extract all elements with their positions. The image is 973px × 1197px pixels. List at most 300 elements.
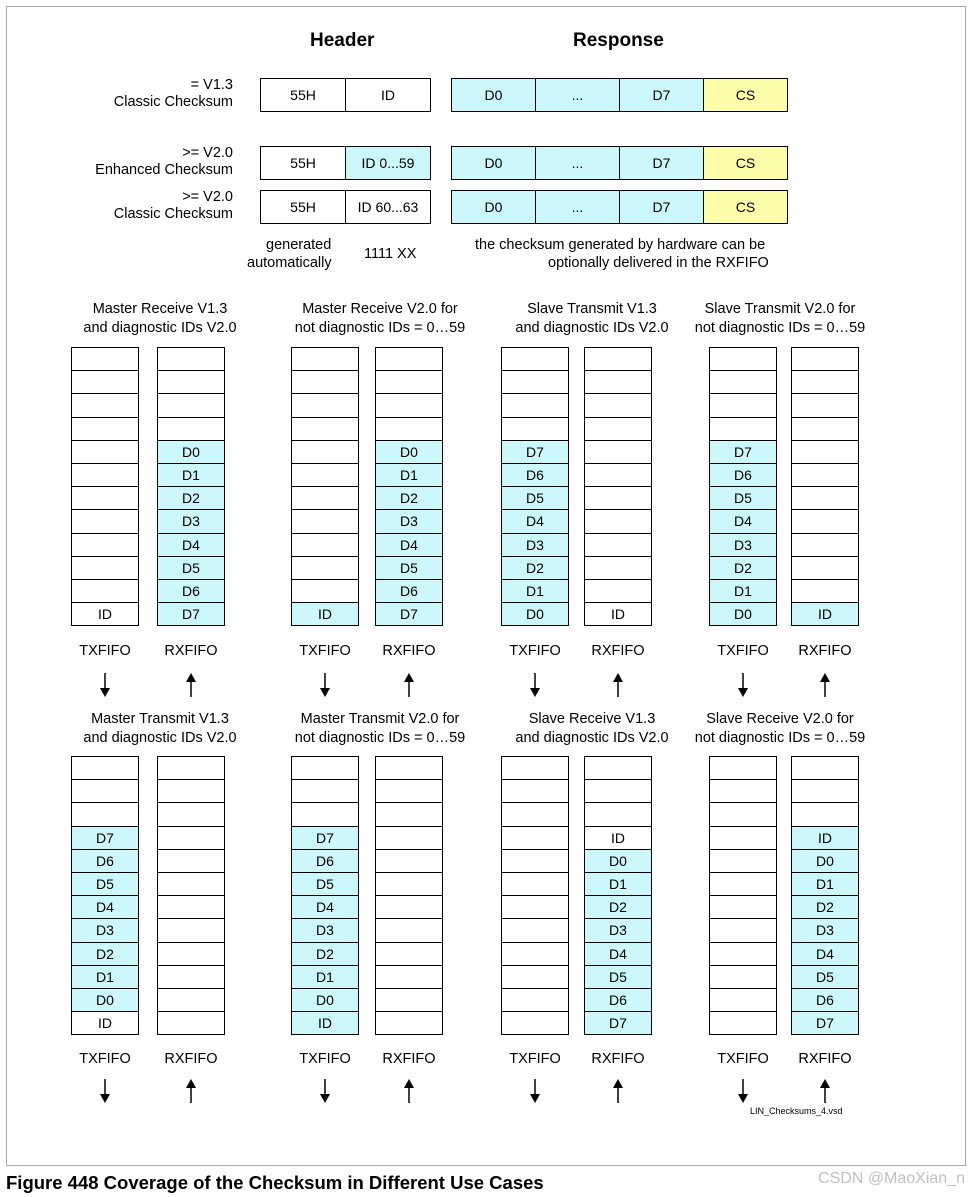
fifo-slot: D2 — [375, 486, 443, 510]
down-arrow-icon — [528, 1078, 542, 1104]
panel-title — [70, 300, 250, 338]
fifo-slot: ID — [584, 602, 652, 626]
fifo-slot — [709, 417, 777, 441]
panel-title-line2: not diagnostic IDs = 0…59 — [294, 320, 466, 336]
panel-title-line1: Slave Transmit V2.0 for — [704, 301, 856, 317]
fifo-slot — [71, 486, 139, 510]
fifo-slot: D1 — [501, 579, 569, 603]
fifo-slot — [291, 440, 359, 464]
fifo-slot — [71, 756, 139, 780]
frame-label-checksum: Classic Checksum — [113, 94, 233, 110]
fifo-slot — [709, 895, 777, 919]
fifo-slot — [584, 779, 652, 803]
response-title: Response — [573, 30, 664, 51]
fifo-slot — [501, 988, 569, 1012]
frame-label — [114, 77, 233, 111]
fifo-slot — [71, 347, 139, 371]
fifo-slot: D3 — [375, 509, 443, 533]
fifo-slot: D0 — [709, 602, 777, 626]
rxfifo-column — [375, 347, 443, 626]
fifo-slot — [501, 756, 569, 780]
txfifo-label: TXFIFO — [299, 1051, 351, 1067]
panel-title — [690, 710, 870, 748]
fifo-slot: D2 — [501, 556, 569, 580]
fifo-slot — [501, 918, 569, 942]
fifo-slot: D7 — [157, 602, 225, 626]
fifo-slot — [709, 918, 777, 942]
fifo-slot — [501, 779, 569, 803]
fifo-slot — [709, 988, 777, 1012]
fifo-slot — [375, 1011, 443, 1035]
fifo-slot: D3 — [791, 918, 859, 942]
fifo-slot — [71, 440, 139, 464]
fifo-slot — [157, 370, 225, 394]
fifo-slot — [157, 942, 225, 966]
fifo-slot: D7 — [584, 1011, 652, 1035]
frame-label-version: >= V2.0 — [182, 145, 233, 161]
fifo-slot: D6 — [709, 463, 777, 487]
fifo-slot: D5 — [501, 486, 569, 510]
fifo-slot: D6 — [584, 988, 652, 1012]
fifo-slot — [584, 440, 652, 464]
panel-title — [690, 300, 870, 338]
fifo-slot — [291, 486, 359, 510]
fifo-slot: D6 — [501, 463, 569, 487]
fifo-slot: D0 — [584, 849, 652, 873]
fifo-slot — [375, 802, 443, 826]
fifo-slot: ID — [291, 1011, 359, 1035]
rxfifo-label: RXFIFO — [591, 1051, 645, 1067]
fifo-slot: D4 — [791, 942, 859, 966]
fifo-slot: D1 — [709, 579, 777, 603]
fifo-slot — [584, 579, 652, 603]
fifo-slot — [584, 393, 652, 417]
fifo-slot: ID — [584, 826, 652, 850]
fifo-slot: D6 — [71, 849, 139, 873]
fifo-slot: D5 — [791, 965, 859, 989]
fifo-slot — [501, 370, 569, 394]
fifo-slot — [291, 802, 359, 826]
fifo-slot: D7 — [709, 440, 777, 464]
fifo-slot — [709, 779, 777, 803]
fifo-slot — [71, 509, 139, 533]
fifo-slot — [501, 417, 569, 441]
rxfifo-label: RXFIFO — [798, 1051, 852, 1067]
fifo-slot — [791, 440, 859, 464]
up-arrow-icon — [402, 672, 416, 698]
down-arrow-icon — [98, 672, 112, 698]
fifo-slot — [157, 347, 225, 371]
fifo-slot: D5 — [375, 556, 443, 580]
panel-title — [290, 710, 470, 748]
rxfifo-label: RXFIFO — [798, 643, 852, 659]
fifo-slot — [291, 370, 359, 394]
data-byte-cell: ... — [535, 146, 620, 180]
fifo-slot — [791, 370, 859, 394]
fifo-slot — [375, 347, 443, 371]
fifo-slot: D7 — [291, 826, 359, 850]
fifo-slot: D2 — [291, 942, 359, 966]
fifo-slot — [791, 417, 859, 441]
fifo-slot — [791, 486, 859, 510]
fifo-slot — [375, 756, 443, 780]
fifo-slot: D2 — [709, 556, 777, 580]
rxfifo-column — [584, 347, 652, 626]
down-arrow-icon — [528, 672, 542, 698]
fifo-slot — [791, 347, 859, 371]
fifo-slot — [791, 802, 859, 826]
fifo-slot — [71, 533, 139, 557]
checksum-cell: CS — [703, 190, 788, 224]
fifo-slot — [584, 370, 652, 394]
fifo-slot: D5 — [584, 965, 652, 989]
fifo-slot: D7 — [71, 826, 139, 850]
response-cells — [451, 190, 788, 224]
fifo-slot — [157, 756, 225, 780]
fifo-slot — [157, 802, 225, 826]
fifo-slot: D2 — [791, 895, 859, 919]
up-arrow-icon — [818, 1078, 832, 1104]
fifo-slot — [157, 918, 225, 942]
fifo-slot — [584, 347, 652, 371]
fifo-slot — [501, 849, 569, 873]
panel-title-line2: and diagnostic IDs V2.0 — [515, 320, 669, 336]
up-arrow-icon — [611, 672, 625, 698]
fifo-slot — [791, 756, 859, 780]
fifo-slot — [375, 942, 443, 966]
fifo-slot — [709, 942, 777, 966]
fifo-slot: D1 — [71, 965, 139, 989]
id-code-note: 1111 XX — [364, 246, 417, 262]
header-cells — [260, 190, 431, 224]
id-field-cell: ID 60...63 — [345, 190, 431, 224]
fifo-slot — [375, 988, 443, 1012]
fifo-slot: D2 — [157, 486, 225, 510]
fifo-slot: D6 — [791, 988, 859, 1012]
data-byte-cell: D7 — [619, 146, 704, 180]
fifo-slot — [157, 895, 225, 919]
fifo-slot: D7 — [501, 440, 569, 464]
fifo-slot — [791, 556, 859, 580]
fifo-slot: D3 — [71, 918, 139, 942]
vsd-file-label: LIN_Checksums_4.vsd — [750, 1106, 843, 1116]
fifo-slot — [584, 486, 652, 510]
fifo-slot — [501, 942, 569, 966]
fifo-slot — [157, 849, 225, 873]
txfifo-label: TXFIFO — [509, 1051, 561, 1067]
fifo-slot: D4 — [709, 509, 777, 533]
checksum-note-line1: the checksum generated by hardware can be — [475, 237, 766, 253]
fifo-slot — [709, 756, 777, 780]
down-arrow-icon — [318, 1078, 332, 1104]
response-cells — [451, 78, 788, 112]
txfifo-column — [501, 347, 569, 626]
fifo-slot — [71, 370, 139, 394]
fifo-slot: D3 — [584, 918, 652, 942]
panel-title-line2: not diagnostic IDs = 0…59 — [294, 730, 466, 746]
panel-title-line1: Master Receive V1.3 — [92, 301, 228, 317]
rxfifo-label: RXFIFO — [164, 1051, 218, 1067]
fifo-slot — [501, 872, 569, 896]
fifo-slot — [584, 509, 652, 533]
txfifo-column — [71, 756, 139, 1035]
fifo-slot: ID — [791, 602, 859, 626]
fifo-slot — [709, 347, 777, 371]
fifo-slot — [709, 826, 777, 850]
fifo-slot — [71, 463, 139, 487]
txfifo-label: TXFIFO — [79, 1051, 131, 1067]
down-arrow-icon — [736, 672, 750, 698]
fifo-slot: D6 — [375, 579, 443, 603]
panel-title-line1: Master Receive V2.0 for — [302, 301, 458, 317]
fifo-slot — [291, 533, 359, 557]
data-byte-cell: D0 — [451, 78, 536, 112]
fifo-slot: D1 — [791, 872, 859, 896]
fifo-slot — [584, 533, 652, 557]
fifo-slot — [157, 393, 225, 417]
txfifo-label: TXFIFO — [717, 1051, 769, 1067]
fifo-slot: D5 — [157, 556, 225, 580]
fifo-slot — [791, 463, 859, 487]
fifo-slot — [157, 965, 225, 989]
frame-label-checksum: Classic Checksum — [113, 206, 233, 222]
fifo-slot — [157, 417, 225, 441]
fifo-slot — [375, 370, 443, 394]
rxfifo-label: RXFIFO — [382, 643, 436, 659]
fifo-slot: D6 — [291, 849, 359, 873]
fifo-slot: D4 — [584, 942, 652, 966]
down-arrow-icon — [98, 1078, 112, 1104]
fifo-slot — [291, 347, 359, 371]
txfifo-column — [71, 347, 139, 626]
fifo-slot: D0 — [501, 602, 569, 626]
fifo-slot — [375, 872, 443, 896]
rxfifo-column — [375, 756, 443, 1035]
panel-title — [70, 710, 250, 748]
fifo-slot — [375, 895, 443, 919]
fifo-slot — [791, 393, 859, 417]
fifo-slot: D0 — [71, 988, 139, 1012]
fifo-slot — [375, 965, 443, 989]
fifo-slot: D4 — [375, 533, 443, 557]
data-byte-cell: D0 — [451, 146, 536, 180]
frame-label — [114, 189, 233, 223]
fifo-slot — [291, 509, 359, 533]
rxfifo-column — [157, 347, 225, 626]
fifo-slot: D5 — [291, 872, 359, 896]
up-arrow-icon — [611, 1078, 625, 1104]
fifo-slot: D4 — [71, 895, 139, 919]
fifo-slot: D4 — [157, 533, 225, 557]
fifo-slot — [584, 463, 652, 487]
header-cells — [260, 146, 431, 180]
fifo-slot: ID — [71, 602, 139, 626]
fifo-slot — [291, 463, 359, 487]
fifo-slot — [501, 965, 569, 989]
up-arrow-icon — [818, 672, 832, 698]
data-byte-cell: ... — [535, 78, 620, 112]
data-byte-cell: D7 — [619, 78, 704, 112]
txfifo-column — [709, 756, 777, 1035]
txfifo-label: TXFIFO — [299, 643, 351, 659]
fifo-slot — [501, 826, 569, 850]
fifo-slot: D1 — [584, 872, 652, 896]
fifo-slot — [709, 370, 777, 394]
fifo-slot — [501, 802, 569, 826]
fifo-slot — [709, 872, 777, 896]
fifo-slot — [375, 918, 443, 942]
txfifo-label: TXFIFO — [717, 643, 769, 659]
txfifo-column — [709, 347, 777, 626]
fifo-slot — [71, 417, 139, 441]
fifo-slot — [584, 802, 652, 826]
checksum-cell: CS — [703, 146, 788, 180]
frame-label-version: = V1.3 — [190, 77, 233, 93]
fifo-slot: D3 — [501, 533, 569, 557]
fifo-slot: D1 — [375, 463, 443, 487]
fifo-slot — [291, 556, 359, 580]
frame-label-checksum: Enhanced Checksum — [95, 162, 233, 178]
fifo-slot — [71, 556, 139, 580]
data-byte-cell: D7 — [619, 190, 704, 224]
up-arrow-icon — [184, 672, 198, 698]
rxfifo-column — [791, 756, 859, 1035]
checksum-note-line2: optionally delivered in the RXFIFO — [548, 255, 769, 271]
fifo-slot — [71, 779, 139, 803]
sync-field-cell: 55H — [260, 190, 346, 224]
id-field-cell: ID 0...59 — [345, 146, 431, 180]
sync-field-cell: 55H — [260, 146, 346, 180]
fifo-slot — [709, 965, 777, 989]
txfifo-column — [291, 347, 359, 626]
fifo-slot — [291, 779, 359, 803]
generated-note-line2: automatically — [247, 255, 332, 271]
fifo-slot: D2 — [584, 895, 652, 919]
sync-field-cell: 55H — [260, 78, 346, 112]
fifo-slot — [709, 393, 777, 417]
fifo-slot — [71, 579, 139, 603]
txfifo-column — [501, 756, 569, 1035]
fifo-slot: D0 — [157, 440, 225, 464]
frame-label-version: >= V2.0 — [182, 189, 233, 205]
data-byte-cell: D0 — [451, 190, 536, 224]
fifo-slot: D0 — [375, 440, 443, 464]
fifo-slot: D1 — [291, 965, 359, 989]
fifo-slot — [375, 826, 443, 850]
panel-title-line2: not diagnostic IDs = 0…59 — [694, 320, 866, 336]
fifo-slot — [709, 849, 777, 873]
fifo-slot — [709, 802, 777, 826]
rxfifo-label: RXFIFO — [382, 1051, 436, 1067]
down-arrow-icon — [736, 1078, 750, 1104]
rxfifo-column — [157, 756, 225, 1035]
panel-title-line1: Slave Receive V2.0 for — [706, 711, 854, 727]
panel-title-line2: and diagnostic IDs V2.0 — [83, 320, 237, 336]
fifo-slot: D3 — [157, 509, 225, 533]
fifo-slot — [501, 895, 569, 919]
panel-title-line2: not diagnostic IDs = 0…59 — [694, 730, 866, 746]
txfifo-column — [291, 756, 359, 1035]
watermark: CSDN @MaoXian_n — [818, 1170, 965, 1187]
fifo-slot — [791, 579, 859, 603]
rxfifo-column — [791, 347, 859, 626]
fifo-slot — [157, 779, 225, 803]
fifo-slot — [157, 826, 225, 850]
rxfifo-label: RXFIFO — [164, 643, 218, 659]
down-arrow-icon — [318, 672, 332, 698]
fifo-slot: D5 — [71, 872, 139, 896]
panel-title — [502, 300, 682, 338]
panel-title-line2: and diagnostic IDs V2.0 — [515, 730, 669, 746]
fifo-slot — [375, 779, 443, 803]
fifo-slot — [584, 556, 652, 580]
fifo-slot: D3 — [291, 918, 359, 942]
panel-title — [290, 300, 470, 338]
fifo-slot — [291, 417, 359, 441]
panel-title — [502, 710, 682, 748]
generated-note-line1: generated — [266, 237, 332, 253]
fifo-slot: D2 — [71, 942, 139, 966]
txfifo-label: TXFIFO — [79, 643, 131, 659]
fifo-slot: D4 — [501, 509, 569, 533]
fifo-slot: D0 — [791, 849, 859, 873]
fifo-slot: D7 — [375, 602, 443, 626]
fifo-slot — [375, 417, 443, 441]
fifo-slot — [375, 393, 443, 417]
checksum-cell: CS — [703, 78, 788, 112]
fifo-slot: D1 — [157, 463, 225, 487]
fifo-slot: D7 — [791, 1011, 859, 1035]
frame-label — [95, 145, 233, 179]
fifo-slot — [501, 347, 569, 371]
figure-caption: Figure 448 Coverage of the Checksum in Different Use Cases — [6, 1172, 544, 1193]
fifo-slot: ID — [71, 1011, 139, 1035]
fifo-slot — [71, 802, 139, 826]
panel-title-line1: Slave Receive V1.3 — [528, 711, 656, 727]
fifo-slot: D4 — [291, 895, 359, 919]
fifo-slot — [157, 988, 225, 1012]
header-title: Header — [310, 30, 375, 51]
data-byte-cell: ... — [535, 190, 620, 224]
fifo-slot: D0 — [291, 988, 359, 1012]
fifo-slot — [291, 393, 359, 417]
fifo-slot — [501, 1011, 569, 1035]
header-cells — [260, 78, 431, 112]
fifo-slot — [291, 756, 359, 780]
fifo-slot: D6 — [157, 579, 225, 603]
fifo-slot — [157, 872, 225, 896]
fifo-slot — [709, 1011, 777, 1035]
rxfifo-label: RXFIFO — [591, 643, 645, 659]
fifo-slot — [791, 533, 859, 557]
panel-title-line1: Master Transmit V1.3 — [91, 711, 229, 727]
fifo-slot — [791, 509, 859, 533]
fifo-slot: ID — [791, 826, 859, 850]
fifo-slot: ID — [291, 602, 359, 626]
fifo-slot — [584, 756, 652, 780]
txfifo-label: TXFIFO — [509, 643, 561, 659]
panel-title-line1: Slave Transmit V1.3 — [527, 301, 657, 317]
fifo-slot — [501, 393, 569, 417]
fifo-slot — [584, 417, 652, 441]
fifo-slot — [291, 579, 359, 603]
fifo-slot: D3 — [709, 533, 777, 557]
response-cells — [451, 146, 788, 180]
fifo-slot: D5 — [709, 486, 777, 510]
panel-title-line1: Master Transmit V2.0 for — [300, 711, 460, 727]
fifo-slot — [157, 1011, 225, 1035]
up-arrow-icon — [184, 1078, 198, 1104]
